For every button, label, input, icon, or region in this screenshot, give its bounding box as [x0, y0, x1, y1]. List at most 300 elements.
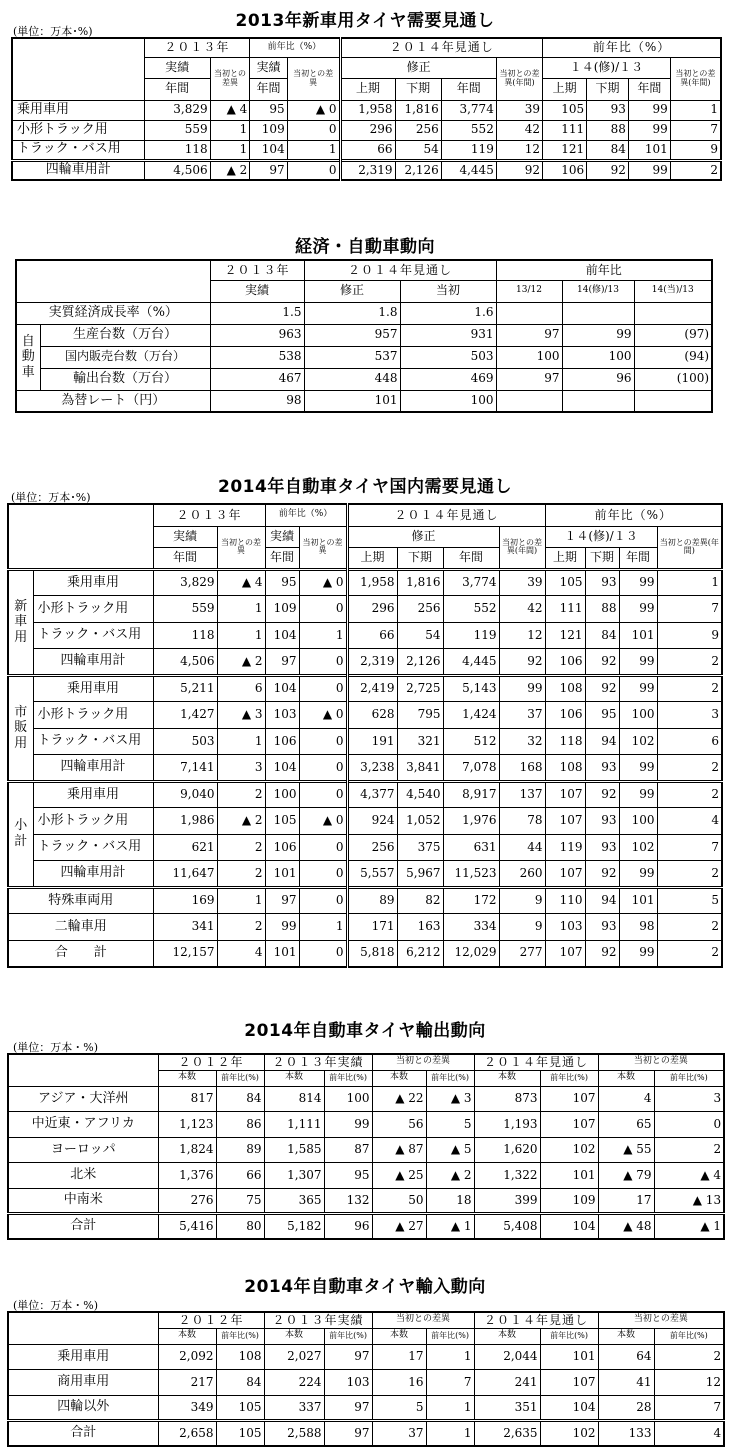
t3-h-ratio: １４(修)/１３	[545, 526, 657, 547]
t4-table	[7, 1053, 725, 1240]
table-cell	[496, 390, 562, 412]
t1-h-h1: 上期	[340, 78, 395, 100]
table-cell: 106	[543, 160, 587, 180]
table-cell: ▲ 25	[372, 1163, 426, 1189]
table-cell: 17	[372, 1344, 426, 1370]
table-cell: 1,958	[347, 569, 397, 596]
table-cell: 102	[540, 1421, 598, 1447]
table-cell: 99	[619, 649, 657, 676]
table-cell: (97)	[634, 324, 712, 346]
table-cell: 132	[324, 1188, 372, 1214]
table-cell: 39	[496, 100, 542, 120]
table-cell: 2,419	[347, 675, 397, 702]
table-cell: 1	[426, 1421, 474, 1447]
table-row	[8, 675, 722, 702]
table-cell: 101	[619, 887, 657, 914]
table-cell: 1,376	[158, 1163, 216, 1189]
table-cell: 95	[324, 1163, 372, 1189]
row-label: 国内販売台数（万台）	[40, 346, 210, 368]
table-cell: 88	[587, 120, 629, 140]
table-cell: 3	[657, 702, 722, 729]
table-cell: 963	[210, 324, 304, 346]
row-label: ヨーロッパ	[8, 1137, 158, 1163]
table-cell: 1,427	[153, 702, 217, 729]
table-cell: 9	[657, 622, 722, 649]
table-cell: 8,917	[443, 781, 499, 808]
t3-h-yoy: 前年比（%）	[265, 504, 347, 526]
table-cell: 1,322	[474, 1163, 540, 1189]
table-cell: 1	[217, 596, 265, 623]
table-cell: 191	[347, 728, 397, 755]
table-cell: 5,557	[347, 861, 397, 888]
t3-h-h2b: 下期	[585, 547, 619, 569]
table-row	[8, 569, 722, 596]
table-cell: 12,157	[153, 940, 217, 967]
table-cell: 0	[299, 887, 347, 914]
t4-h-c7: 本数	[474, 1070, 540, 1086]
table-cell	[562, 302, 634, 324]
table-cell: 1.6	[400, 302, 496, 324]
table-cell: 559	[144, 120, 210, 140]
table-cell: 1	[426, 1344, 474, 1370]
table-cell: 66	[347, 622, 397, 649]
table-cell: 119	[443, 622, 499, 649]
table-cell: 0	[299, 675, 347, 702]
table-cell: 1,958	[340, 100, 395, 120]
row-label: 四輪車用計	[33, 649, 153, 676]
table-cell: 277	[499, 940, 545, 967]
table-row	[8, 914, 722, 941]
table-cell: 96	[562, 368, 634, 390]
table-cell: 97	[496, 368, 562, 390]
table-cell: 100	[619, 702, 657, 729]
table-cell: 99	[619, 596, 657, 623]
table-cell: 217	[158, 1370, 216, 1396]
table-cell: ▲ 1	[654, 1214, 724, 1240]
table-cell: 37	[372, 1421, 426, 1447]
table-row	[8, 1086, 724, 1112]
t1-h-diff2: 当初との差異	[287, 57, 340, 100]
table-cell: 169	[153, 887, 217, 914]
table-cell: 82	[397, 887, 443, 914]
table-cell: 2,319	[340, 160, 395, 180]
row-label: 小形トラック用	[12, 120, 144, 140]
row-label: アジア・大洋州	[8, 1086, 158, 1112]
t1-h-rev: 修正	[340, 57, 496, 78]
table-cell: 0	[654, 1112, 724, 1138]
table-cell: 5,211	[153, 675, 217, 702]
table-cell: 12,029	[443, 940, 499, 967]
table-cell: 5,416	[158, 1214, 216, 1240]
table-cell: 107	[545, 808, 585, 835]
table-cell: 349	[158, 1395, 216, 1421]
table-cell: 3,829	[153, 569, 217, 596]
table-cell: 108	[545, 755, 585, 782]
table-cell: 3,829	[144, 100, 210, 120]
t1-h-diff3: 当初との差異(年間)	[496, 57, 542, 100]
table-cell: 99	[619, 940, 657, 967]
table-cell: 106	[265, 834, 299, 861]
row-label: 商用車用	[8, 1370, 158, 1396]
table-cell: 467	[210, 368, 304, 390]
t1-title: 2013年新車用タイヤ需要見通し	[235, 11, 495, 31]
table-cell: 99	[619, 781, 657, 808]
t5-h-c2: 前年比(%)	[216, 1328, 264, 1344]
table-cell: 341	[153, 914, 217, 941]
table-row	[12, 140, 721, 160]
t3-h-2013: ２０１３年	[153, 504, 265, 526]
t2-h-2013: ２０１３年	[210, 260, 304, 280]
row-label: トラック・バス用	[33, 728, 153, 755]
table-cell: 1,986	[153, 808, 217, 835]
table-cell: 97	[250, 160, 287, 180]
table-cell: 337	[264, 1395, 324, 1421]
table-cell: 93	[585, 569, 619, 596]
table-cell: 92	[499, 649, 545, 676]
table-cell: 103	[545, 914, 585, 941]
table-cell: 1	[210, 120, 250, 140]
t4-h-c2: 前年比(%)	[216, 1070, 264, 1086]
table-cell: 9	[670, 140, 721, 160]
t4-corner	[8, 1054, 158, 1086]
t1-h-actual: 実績	[144, 57, 210, 78]
t4-h-c9: 本数	[598, 1070, 654, 1086]
table-cell: 0	[299, 649, 347, 676]
t2-h-actual: 実績	[210, 280, 304, 302]
table-cell: 107	[540, 1370, 598, 1396]
table-cell: 0	[299, 728, 347, 755]
t3-title: 2014年自動車タイヤ国内需要見通し	[218, 477, 512, 497]
table-cell: 105	[545, 569, 585, 596]
table-cell: 7	[657, 834, 722, 861]
group-label: 小計	[8, 781, 33, 887]
t4-h-diffA: 当初との差異	[372, 1054, 474, 1070]
table-cell: ▲ 0	[299, 702, 347, 729]
table-cell: 12	[654, 1370, 724, 1396]
table-cell: 102	[619, 834, 657, 861]
row-label: 特殊車両用	[8, 887, 153, 914]
table-cell: 9	[499, 914, 545, 941]
table-cell: 16	[372, 1370, 426, 1396]
t4-h-c1: 本数	[158, 1070, 216, 1086]
table-row	[8, 1214, 724, 1240]
table-cell: 503	[153, 728, 217, 755]
t1-h-actual2: 実績	[250, 57, 287, 78]
row-label: 生産台数（万台）	[40, 324, 210, 346]
table-cell: 334	[443, 914, 499, 941]
table-cell: 100	[496, 346, 562, 368]
table-cell: 5,182	[264, 1214, 324, 1240]
table-cell: 7	[426, 1370, 474, 1396]
t2-h-rev: 修正	[304, 280, 400, 302]
table-cell: 1,111	[264, 1112, 324, 1138]
t1-h-year3: 年間	[441, 78, 496, 100]
table-cell: 2	[657, 914, 722, 941]
table-cell: 0	[299, 940, 347, 967]
table-cell: 101	[540, 1163, 598, 1189]
table-cell: 1.8	[304, 302, 400, 324]
table-cell: 105	[216, 1395, 264, 1421]
row-label: 乗用車用	[33, 675, 153, 702]
table-cell: ▲ 3	[426, 1086, 474, 1112]
table-cell: 2	[217, 834, 265, 861]
row-label: 為替レート（円）	[16, 390, 210, 412]
table-cell: ▲ 1	[426, 1214, 474, 1240]
table-cell: 814	[264, 1086, 324, 1112]
table-cell: 2,126	[395, 160, 441, 180]
table-cell: 7	[657, 596, 722, 623]
table-cell: 512	[443, 728, 499, 755]
table-row	[8, 728, 722, 755]
table-cell: 119	[441, 140, 496, 160]
table-cell: 2	[657, 781, 722, 808]
table-cell: 84	[587, 140, 629, 160]
table-cell: 172	[443, 887, 499, 914]
table-cell: 66	[216, 1163, 264, 1189]
table-cell: 1,193	[474, 1112, 540, 1138]
table-cell: 2,319	[347, 649, 397, 676]
table-cell: 2	[657, 755, 722, 782]
table-cell: 0	[299, 755, 347, 782]
t5-h-2013: ２０１３年実績	[264, 1312, 372, 1328]
t1-h-year2: 年間	[250, 78, 287, 100]
table-cell: 108	[545, 675, 585, 702]
t3-h-diff4: 当初との差異(年間)	[657, 526, 722, 569]
table-row	[8, 887, 722, 914]
table-row	[8, 1421, 724, 1447]
row-label: トラック・バス用	[33, 622, 153, 649]
table-row	[8, 1112, 724, 1138]
t4-h-2013: ２０１３年実績	[264, 1054, 372, 1070]
table-cell: ▲ 48	[598, 1214, 654, 1240]
table-cell: 99	[619, 569, 657, 596]
table-cell: 1.5	[210, 302, 304, 324]
t2-h-r1: 13/12	[496, 280, 562, 302]
table-cell: 89	[216, 1137, 264, 1163]
row-label: 小形トラック用	[33, 808, 153, 835]
t4-h-c3: 本数	[264, 1070, 324, 1086]
table-row	[8, 940, 722, 967]
table-cell: 109	[250, 120, 287, 140]
table-cell: 108	[216, 1344, 264, 1370]
table-cell: 97	[324, 1395, 372, 1421]
table-cell	[496, 302, 562, 324]
t3-h-diff2: 当初との差異	[299, 526, 347, 569]
table-cell: 99	[628, 120, 670, 140]
table-cell: 84	[216, 1370, 264, 1396]
table-cell: 2,027	[264, 1344, 324, 1370]
t4-h-2012: ２０１２年	[158, 1054, 264, 1070]
t3-h-rev: 修正	[347, 526, 499, 547]
table-cell: 99	[628, 160, 670, 180]
table-cell: ▲ 27	[372, 1214, 426, 1240]
row-label: 二輪車用	[8, 914, 153, 941]
table-cell: 100	[619, 808, 657, 835]
table-cell: 99	[619, 755, 657, 782]
table-cell: 97	[265, 887, 299, 914]
t3-corner	[8, 504, 153, 569]
t3-h-actual: 実績	[153, 526, 217, 547]
row-label: 乗用車用	[33, 781, 153, 808]
t5-h-c9: 本数	[598, 1328, 654, 1344]
table-cell: 1,424	[443, 702, 499, 729]
table-cell: 101	[540, 1344, 598, 1370]
table-cell: 101	[265, 940, 299, 967]
table-cell: 1,123	[158, 1112, 216, 1138]
table-cell: 2	[217, 781, 265, 808]
table-cell: 5,818	[347, 940, 397, 967]
table-cell: 2	[657, 649, 722, 676]
table-cell: 6,212	[397, 940, 443, 967]
table-cell: 103	[324, 1370, 372, 1396]
table-cell: 0	[287, 120, 340, 140]
table-cell: 78	[499, 808, 545, 835]
table-cell: 93	[585, 914, 619, 941]
table-row	[8, 1188, 724, 1214]
table-cell: 107	[545, 781, 585, 808]
table-cell: 0	[299, 596, 347, 623]
table-cell: 469	[400, 368, 496, 390]
table-cell: 1,620	[474, 1137, 540, 1163]
t1-h-h2b: 下期	[587, 78, 629, 100]
table-cell: 1,976	[443, 808, 499, 835]
table-cell: ▲ 2	[426, 1163, 474, 1189]
table-cell: 100	[324, 1086, 372, 1112]
table-cell: 1,816	[395, 100, 441, 120]
table-row	[8, 808, 722, 835]
t3-h-2014: ２０１４年見通し	[347, 504, 545, 526]
table-cell: 1,816	[397, 569, 443, 596]
table-cell: 96	[324, 1214, 372, 1240]
table-cell	[634, 390, 712, 412]
table-cell: 98	[210, 390, 304, 412]
table-cell: 92	[585, 675, 619, 702]
table-cell: 1	[299, 622, 347, 649]
table-cell: 32	[499, 728, 545, 755]
table-cell: 99	[619, 675, 657, 702]
t2-h-2014: ２０１４年見通し	[304, 260, 496, 280]
t3-h-h1b: 上期	[545, 547, 585, 569]
t5-title: 2014年自動車タイヤ輸入動向	[244, 1277, 486, 1297]
table-cell: 2,658	[158, 1421, 216, 1447]
table-cell: 2	[670, 160, 721, 180]
t5-h-c4: 前年比(%)	[324, 1328, 372, 1344]
table-cell: 4	[217, 940, 265, 967]
table-cell: 84	[585, 622, 619, 649]
t3-h-actual2: 実績	[265, 526, 299, 547]
table-cell: 93	[585, 808, 619, 835]
t2-title: 経済・自動車動向	[295, 237, 435, 257]
table-cell: 375	[397, 834, 443, 861]
t1-unit: (単位：万本･%)	[13, 25, 93, 38]
row-label: 四輪車用計	[12, 160, 144, 180]
t4-h-2014: ２０１４年見通し	[474, 1054, 598, 1070]
table-cell: 119	[545, 834, 585, 861]
t1-h-diff4: 当初との差異(年間)	[670, 57, 721, 100]
table-row	[12, 100, 721, 120]
t5-h-2014: ２０１４年見通し	[474, 1312, 598, 1328]
t5-h-c7: 本数	[474, 1328, 540, 1344]
table-cell: 50	[372, 1188, 426, 1214]
table-cell: 241	[474, 1370, 540, 1396]
table-cell: 1,052	[397, 808, 443, 835]
t1-h-ratio: １４(修)/１３	[543, 57, 671, 78]
table-cell: 92	[585, 940, 619, 967]
table-cell: ▲ 55	[598, 1137, 654, 1163]
table-cell: 2	[217, 914, 265, 941]
t3-h-year3: 年間	[443, 547, 499, 569]
t1-h-diff: 当初との差異	[210, 57, 250, 100]
t5-h-diffA: 当初との差異	[372, 1312, 474, 1328]
table-row	[8, 702, 722, 729]
t3-h-year4: 年間	[619, 547, 657, 569]
row-label: 四輪以外	[8, 1395, 158, 1421]
t3-h-h1: 上期	[347, 547, 397, 569]
row-label: 乗用車用	[12, 100, 144, 120]
table-cell: 105	[216, 1421, 264, 1447]
table-cell: 4,377	[347, 781, 397, 808]
table-cell: 109	[265, 596, 299, 623]
table-cell: 121	[545, 622, 585, 649]
t5-h-2012: ２０１２年	[158, 1312, 264, 1328]
table-cell: 100	[265, 781, 299, 808]
t4-h-diffB: 当初との差異	[598, 1054, 724, 1070]
table-cell: ▲ 3	[217, 702, 265, 729]
t5-h-c1: 本数	[158, 1328, 216, 1344]
table-cell: 224	[264, 1370, 324, 1396]
t3-table	[7, 503, 723, 968]
t4-h-c4: 前年比(%)	[324, 1070, 372, 1086]
table-cell: 121	[543, 140, 587, 160]
table-row	[8, 861, 722, 888]
table-cell: 256	[397, 596, 443, 623]
t2-h-yoy: 前年比	[496, 260, 712, 280]
table-cell: 5,967	[397, 861, 443, 888]
table-cell: 399	[474, 1188, 540, 1214]
row-label: 四輪車用計	[33, 755, 153, 782]
row-label: 小形トラック用	[33, 596, 153, 623]
table-cell: 795	[397, 702, 443, 729]
table-cell: ▲ 2	[217, 808, 265, 835]
t4-h-c10: 前年比(%)	[654, 1070, 724, 1086]
t4-h-c5: 本数	[372, 1070, 426, 1086]
table-cell: 552	[443, 596, 499, 623]
table-cell: 64	[598, 1344, 654, 1370]
table-cell: ▲ 0	[299, 569, 347, 596]
table-cell: 621	[153, 834, 217, 861]
t2-table	[15, 259, 713, 413]
table-cell: 0	[299, 781, 347, 808]
table-cell: 54	[395, 140, 441, 160]
table-row	[16, 324, 712, 346]
table-cell: 1	[287, 140, 340, 160]
table-cell: 93	[585, 834, 619, 861]
t1-h-2014: ２０１４年見通し	[340, 38, 543, 57]
t3-unit: (単位：万本･%)	[11, 491, 91, 504]
table-cell: 296	[347, 596, 397, 623]
table-cell: ▲ 4	[210, 100, 250, 120]
table-cell: 101	[265, 861, 299, 888]
table-cell: 552	[441, 120, 496, 140]
table-cell: ▲ 4	[217, 569, 265, 596]
t4-h-c6: 前年比(%)	[426, 1070, 474, 1086]
table-cell: 2,588	[264, 1421, 324, 1447]
table-cell: 3,238	[347, 755, 397, 782]
table-row	[16, 390, 712, 412]
t3-h-year: 年間	[153, 547, 217, 569]
table-cell: 256	[347, 834, 397, 861]
table-cell: 2	[654, 1344, 724, 1370]
